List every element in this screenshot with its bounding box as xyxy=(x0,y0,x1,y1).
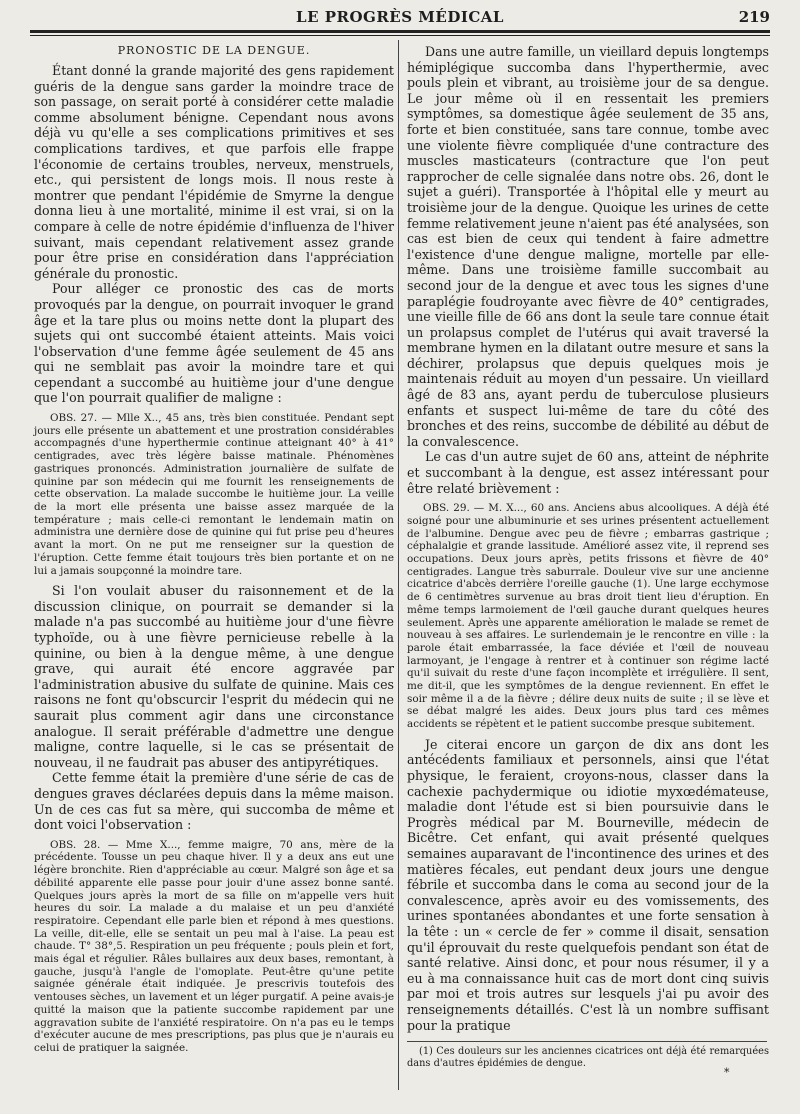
paragraph: Le cas d'un autre sujet de 60 ans, atteint de néphrite et succombant à la dengue, est assez intéressant pour être relaté brièvement : xyxy=(407,449,769,496)
paragraph: Étant donné la grande majorité des gens rapidement guéris de la dengue sans garder la moindre trace de son passage, on serait porté à considérer cette maladie comme absolument bénigne. Cependant nous avons déjà vu qu'elle a ses complications primitives et ses complications tardives, et que parfois elle frappe l'économie de certains troubles, nerveux, menstruels, etc., qui persistent de longs mois. Il nous reste à montrer que pendant l'épidémie de Smyrne la dengue donna lieu à une mortalité, minime il est vrai, si on la compare à celle de notre épidémie d'influenza de l'hiver suivant, mais cependant relativement assez grande pour être prise en considération dans l'appréciation générale du pronostic. xyxy=(34,63,394,281)
column-divider xyxy=(398,40,399,1090)
left-column xyxy=(34,44,394,1061)
observation-29: OBS. 29. — M. X..., 60 ans. Anciens abus alcooliques. A déjà été soigné pour une albuminurie et ses urines présentent actuellement de l'albumine. Dengue avec peu de fièvre ; embarras gastrique ; céphalalgie et grande lassitude. Amélioré assez vite, il reprend ses occupations. Deux jours après, petits frissons et fièvre de 40° centigrades. Langue très saburrale. Douleur vive sur une ancienne cicatrice d'abcès derrière l'oreille gauche (1). Une large ecchymose de 6 centimètres survenue au bras droit tient lieu d'éruption. En même temps larmoiement de l'œil gauche durant quelques heures seulement. Après une apparente amélioration le malade se remet de nouveau à ses affaires. Le surlendemain je le rencontre en ville : la parole était embarrassée, la face déviée et l'œil de nouveau larmoyant, je l'engage à rentrer et à continuer son régime lacté qu'il suivait du reste d'une façon incomplète et irrégulière. Il sent, me dit-il, que les symptômes de la dengue reviennent. En effet le soir même il a de la fièvre ; délire deux nuits de suite ; il se lève et se débat malgré les aides. Deux jours plus tard ces mêmes accidents se répètent et le patient succombe presque subitement. xyxy=(407,502,769,731)
paragraph: Je citerai encore un garçon de dix ans dont les antécédents familiaux et personnels, ainsi que l'état physique, le feraient, croyons-nous, classer dans la cachexie pachydermique ou idiotie myxœdémateuse, maladie dont l'étude est si bien poursuivie dans le Progrès médical par M. Bourneville, médecin de Bicêtre. Cet enfant, qui avait présenté quelques semaines auparavant de l'incontinence des urines et des matières fécales, eut pendant deux jours une dengue fébrile et succomba dans le coma au second jour de la convalescence, après avoir eu des vomissements, des urines spontanées abondantes et une forte sensation à la tête : un « cercle de fer » comme il disait, sensation qu'il éprouvait du reste quelquefois pendant son état de santé relative. Ainsi donc, et pour nous résumer, il y a eu à ma connaissance huit cas de mort dont cinq suivis par moi et trois autres sur lesquels j'ai pu avoir des renseignements détaillés. C'est là un nombre suffisant pour la pratique xyxy=(407,736,769,1033)
header-rule-thick xyxy=(30,30,770,33)
paragraph: Pour alléger ce pronostic des cas de morts provoqués par la dengue, on pourrait invoquer le grand âge et la tare plus ou moins nette dont la plupart des sujets qui ont succombé étaient atteints. Mais voici l'observation d'une femme âgée seulement de 45 ans qui ne semblait pas avoir la moindre tare et qui cependant a succombé au huitième jour d'une dengue que l'on pourrait qualifier de maligne : xyxy=(34,281,394,406)
header-rule-thin xyxy=(30,35,770,36)
section-title: PRONOSTIC DE LA DENGUE. xyxy=(117,44,311,57)
right-column xyxy=(407,44,769,1070)
page-number: 219 xyxy=(738,8,770,26)
observation-28: OBS. 28. — Mme X..., femme maigre, 70 ans, mère de la précédente. Tousse un peu chaque hiver. Il y a deux ans eut une légère bronchite. Rien d'appréciable au cœur. Malgré son âge et sa débilité apparente elle passe pour jouir d'une assez bonne santé. Quelques jours après la mort de sa fille on m'appelle vers huit heures du soir. La malade a du malaise et un peu d'anxiété respiratoire. Cependant elle parle bien et répond à mes questions. La veille, dit-elle, elle se sentait un peu mal à l'aise. La peau est chaude. T° 38°,5. Respiration un peu fréquente ; pouls plein et fort, mais égal et régulier. Râles bullaires aux deux bases, remontant, à gauche, jusqu'à l'angle de l'omoplate. Peut-être qu'une petite saignée générale était indiquée. Je prescrivis toutefois des ventouses sèches, un lavement et un léger purgatif. A peine avais-je quitté la maison que la patiente succombe rapidement par une aggravation subite de l'anxiété respiratoire. On n'a pas eu le temps d'exécuter aucune de mes prescriptions, pas plus que je n'aurais eu celui de pratiquer la saignée. xyxy=(34,838,394,1054)
paragraph: Cette femme était la première d'une série de cas de dengues graves déclarées depuis dans la même maison. Un de ces cas fut sa mère, qui succomba de même et dont voici l'observation : xyxy=(34,770,394,833)
footnote-rule xyxy=(407,1041,767,1042)
page-header xyxy=(30,6,770,32)
observation-27: OBS. 27. — Mlle X.., 45 ans, très bien constituée. Pendant sept jours elle présente un abattement et une prostration considérables accompagnés d'une hyperthermie continue atteignant 40° à 41° centigrades, avec très légère baisse matinale. Phénomènes gastriques prononcés. Administration journalière de sulfate de quinine par son médecin qui me fournit les renseignements de cette observation. La malade succombe le huitième jour. La veille de la mort elle présenta une baisse assez marquée de la température ; mais celle-ci remontant le lendemain matin on administra une dernière dose de quinine qui fut prise peu d'heures avant la mort. On ne put me renseigner sur la question de l'éruption. Cette femme était toujours très bien portante et on ne lui a jamais soupçonné la moindre tare. xyxy=(34,412,394,577)
footnote: (1) Ces douleurs sur les anciennes cicatrices ont déjà été remarquées dans d'autres épidémies de dengue. xyxy=(407,1046,769,1070)
paragraph: Dans une autre famille, un vieillard depuis longtemps hémiplégique succomba dans l'hyperthermie, avec pouls plein et vibrant, au troisième jour de sa dengue. Le jour même où il en ressentait les premiers symptômes, sa domestique âgée seulement de 35 ans, forte et bien constituée, sans tare connue, tombe avec une violente fièvre compliquée d'une contracture des muscles masticateurs (contracture que l'on peut rapprocher de celle signalée dans notre obs. 26, dont le sujet a guéri). Transportée à l'hôpital elle y meurt au troisième jour de la dengue. Quoique les urines de cette femme relativement jeune n'aient pas été analysées, son cas est bien de ceux qui tendent à faire admettre l'existence d'une dengue maligne, mortelle par elle-même. Dans une troisième famille succombait au second jour de la dengue et avec tous les signes d'une paraplégie foudroyante avec fièvre de 40° centigrades, une vieille fille de 66 ans dont la seule tare connue était un prolapsus complet de l'utérus qui avait traversé la membrane hymen en la dilatant outre mesure et sans la déchirer, prolapsus que depuis quelques mois je maintenais réduit au moyen d'un pessaire. Un vieillard âgé de 83 ans, ayant perdu de tuberculose plusieurs enfants et suspect lui-même de tare du côté des bronches et des reins, succombe de débilité au début de la convalescence. xyxy=(407,44,769,449)
paragraph: Si l'on voulait abuser du raisonnement et de la discussion clinique, on pourrait se demander si la malade n'a pas succombé au huitième jour d'une fièvre typhoïde, ou à une fièvre pernicieuse rebelle à la quinine, ou bien à la dengue même, à une dengue grave, qui aurait été encore aggravée par l'administration abusive du sulfate de quinine. Mais ces raisons ne font qu'obscurcir l'esprit du médecin qui ne saurait plus comment agir dans une circonstance analogue. Il serait préférable d'admettre une dengue maligne, contre laquelle, si le cas se présentait de nouveau, il ne faudrait pas abuser des antipyrétiques. xyxy=(34,583,394,770)
signature-mark: * xyxy=(724,1066,730,1079)
running-title: LE PROGRÈS MÉDICAL xyxy=(296,8,504,26)
